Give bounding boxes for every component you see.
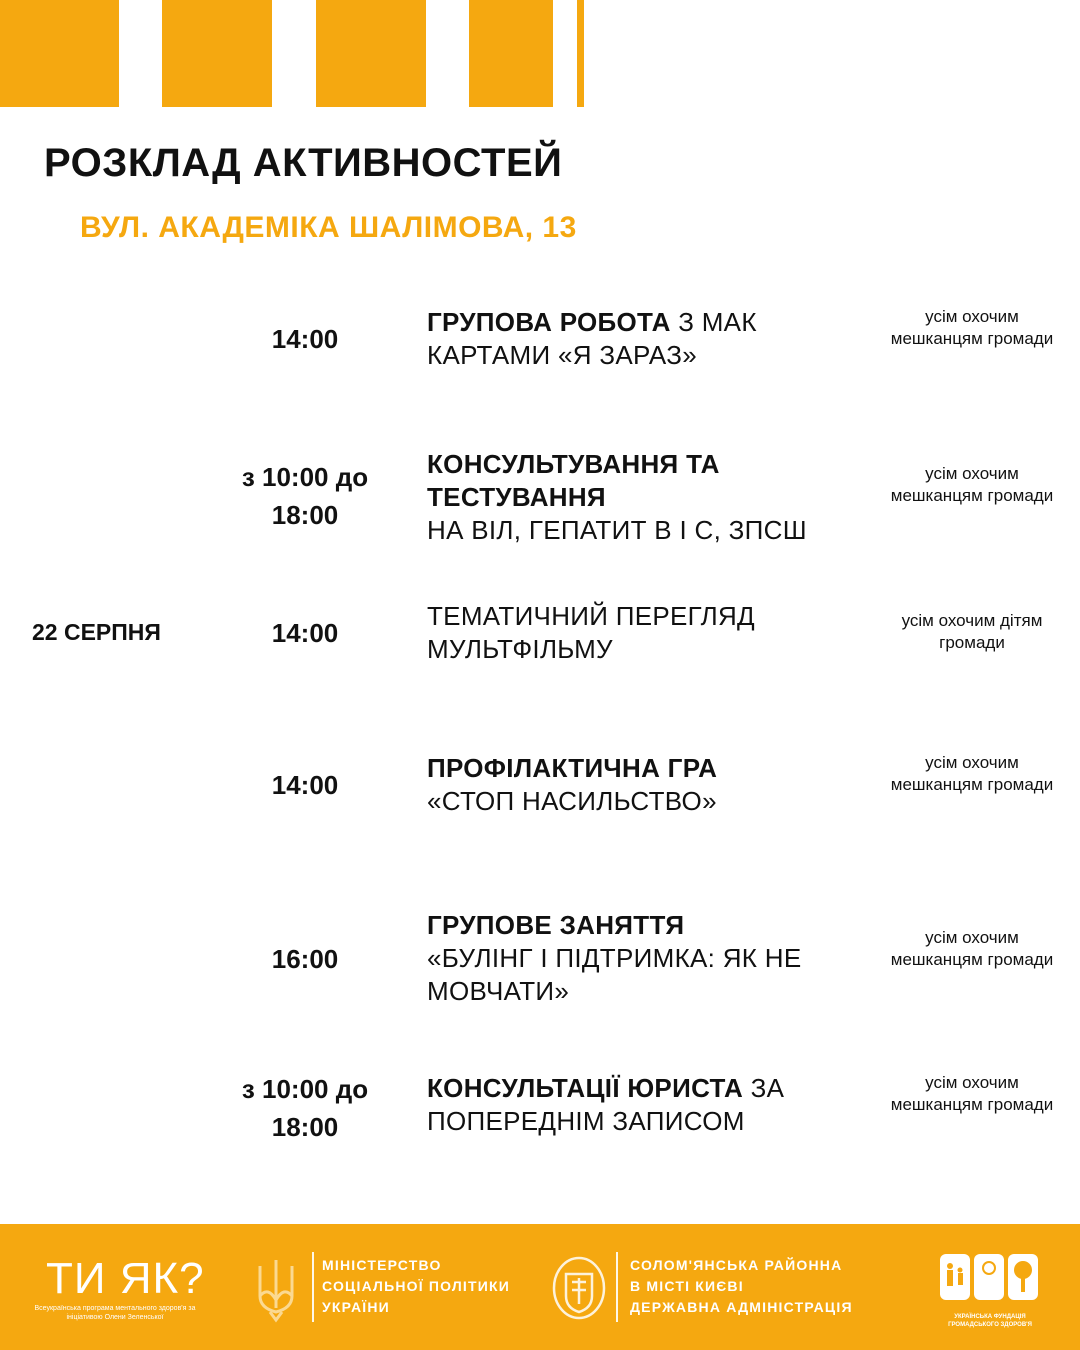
audience: усім охочим дітям громади [901, 611, 1043, 652]
time: з 10:00 до 18:00 [241, 1074, 369, 1142]
decor-stripe-2 [162, 0, 272, 107]
separator [312, 1252, 314, 1322]
audience: усім охочим мешканцям громади [890, 753, 1054, 794]
activity-bold: ГРУПОВА РОБОТА [427, 307, 671, 337]
ministry-name: МІНІСТЕРСТВО СОЦІАЛЬНОЇ ПОЛІТИКИ УКРАЇНИ [322, 1257, 511, 1315]
activity-text: ЗА ПОПЕРЕДНІМ ЗАПИСОМ [427, 1073, 785, 1136]
public-health-fund-logo [938, 1248, 1042, 1328]
trident-icon [252, 1256, 300, 1326]
audience: усім охочим мешканцям громади [890, 464, 1054, 505]
activity-bold: КОНСУЛЬТАЦІЇ ЮРИСТА [427, 1073, 744, 1103]
activity [427, 448, 827, 547]
tiyak-wordmark: ТИ ЯК? [46, 1254, 205, 1303]
address: ВУЛ. АКАДЕМІКА ШАЛІМОВА, 13 [80, 211, 577, 244]
fund-caption: УКРАЇНСЬКА ФУНДАЦІЯ ГРОМАДСЬКОГО ЗДОРОВ'Я [948, 1314, 1032, 1328]
time: 16:00 [271, 944, 339, 974]
event-date: 22 СЕРПНЯ [32, 619, 161, 645]
activity-bold: ПРОФІЛАКТИЧНА ГРА [427, 753, 718, 783]
activity [427, 1072, 827, 1138]
kyiv-emblem-icon [550, 1252, 608, 1322]
time: з 10:00 до 18:00 [241, 462, 369, 530]
separator [616, 1252, 618, 1322]
decor-stripe-1 [0, 0, 119, 107]
activity-bold: КОНСУЛЬТУВАННЯ ТА ТЕСТУВАННЯ [427, 449, 720, 512]
time: 14:00 [271, 770, 339, 800]
activity-text: НА ВІЛ, ГЕПАТИТ В І С, ЗПСШ [427, 515, 807, 545]
time: 14:00 [271, 618, 339, 648]
decor-stripe-5 [577, 0, 584, 107]
decor-stripe-3 [316, 0, 426, 107]
fund-icon [938, 1248, 1042, 1306]
activity-text: «БУЛІНГ І ПІДТРИМКА: ЯК НЕ МОВЧАТИ» [427, 943, 802, 1006]
activity-bold: ГРУПОВЕ ЗАНЯТТЯ [427, 910, 685, 940]
audience: усім охочим мешканцям громади [890, 1073, 1054, 1114]
footer [0, 1224, 1080, 1350]
decor-stripe-4 [469, 0, 553, 107]
activity-text: «СТОП НАСИЛЬСТВО» [427, 786, 717, 816]
activity-text: З МАК КАРТАМИ «Я ЗАРАЗ» [427, 307, 757, 370]
activity [427, 909, 847, 1008]
page-title: РОЗКЛАД АКТИВНОСТЕЙ [44, 141, 563, 185]
activity [427, 752, 877, 818]
time: 14:00 [271, 324, 339, 354]
activity [427, 306, 877, 372]
activity [427, 600, 807, 666]
district-administration-name: СОЛОМ'ЯНСЬКА РАЙОННА В МІСТІ КИЄВІ ДЕРЖАВНА АДМІНІСТРАЦІЯ [630, 1257, 853, 1315]
tiyak-logo [30, 1254, 220, 1322]
tiyak-subtitle: Всеукраїнська програма ментального здоров'я за ініціативою Олени Зеленської [34, 1305, 196, 1321]
audience: усім охочим мешканцям громади [890, 307, 1054, 348]
activity-text: ТЕМАТИЧНИЙ ПЕРЕГЛЯД МУЛЬТФІЛЬМУ [427, 601, 755, 664]
audience: усім охочим мешканцям громади [890, 928, 1054, 969]
